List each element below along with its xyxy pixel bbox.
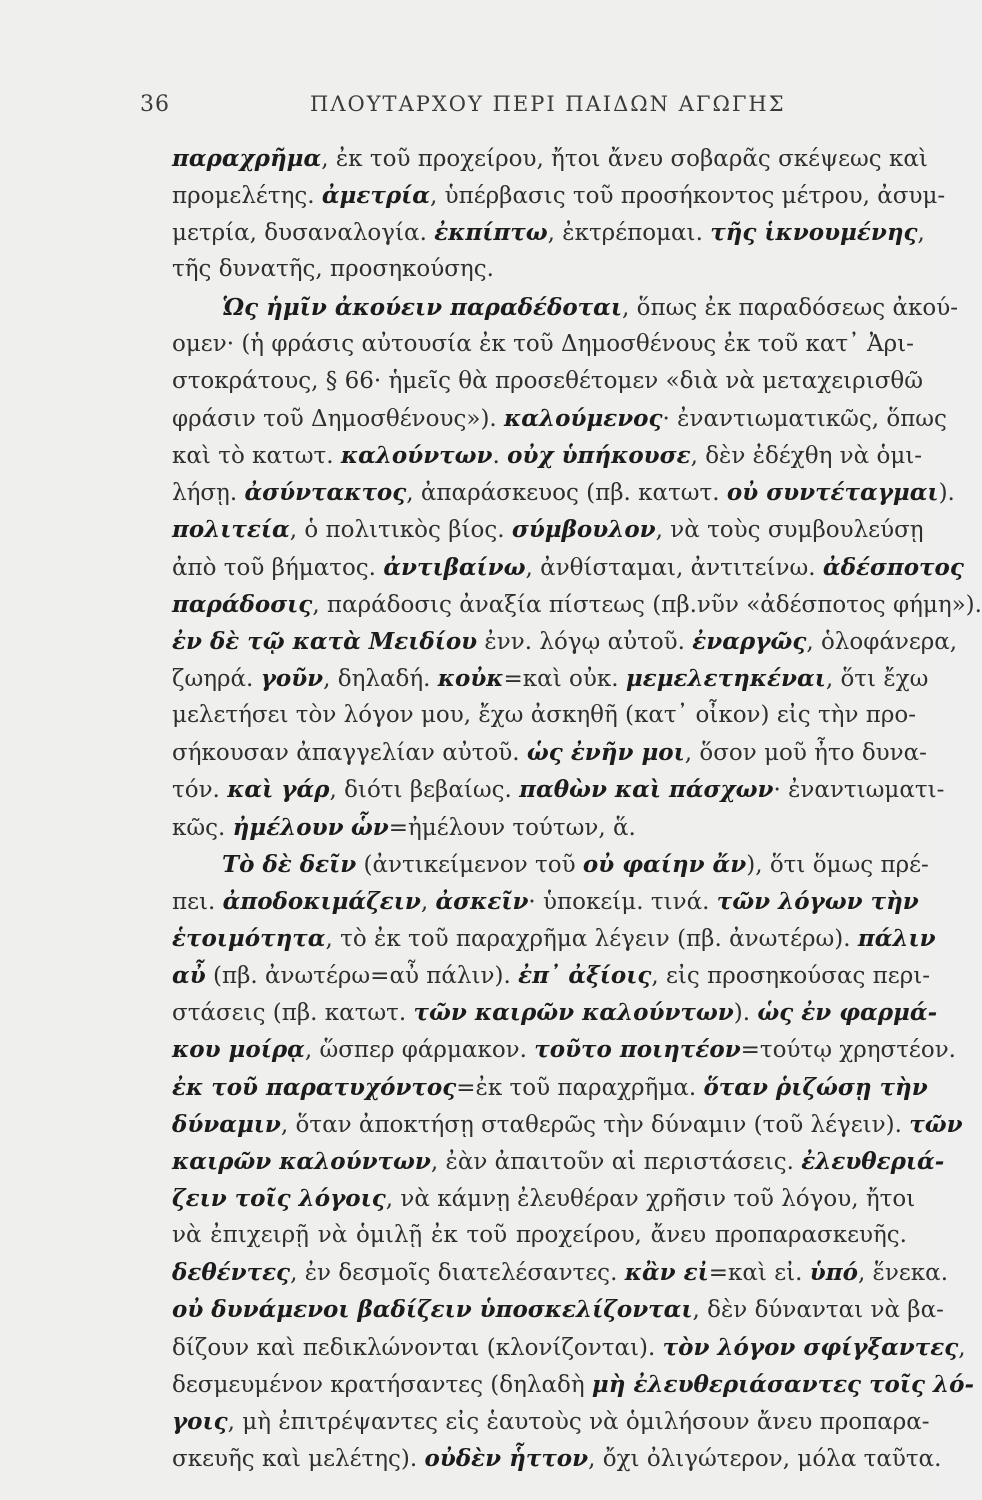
lemma: καλούντων [340,442,493,470]
gloss-text: (πβ. ἀνωτέρω=αὖ πάλιν). [205,963,519,990]
lemma: καιρῶν καλούντων [172,1147,431,1175]
gloss-text: =ἠμέλουν τούτων, ἅ. [388,814,636,841]
lemma: αὖ [172,962,206,990]
lemma: μὴ ἐλευθεριάσαντες τοῖς λό- [591,1370,975,1398]
text-line [172,400,947,437]
text-line [172,1106,963,1143]
gloss-text: ). [938,480,955,507]
gloss-text: ομεν· (ἡ φράσις αὐτουσία ἐκ τοῦ Δημοσθένους ἐκ τοῦ κατ᾽ Ἀρι- [172,330,914,357]
gloss-text [344,815,351,841]
lemma: ἐναργῶς [692,627,807,655]
gloss-text: , μὴ ἐπιτρέψαντες εἰς ἑαυτοὺς νὰ ὁμιλήσουν ἄνευ προπαρα- [227,1408,930,1435]
text-line [172,586,982,623]
gloss-text: προμελέτης. [172,183,322,210]
gloss-text: , ἀνθίσταμαι, ἀντιτείνω. [525,554,823,581]
text-line [172,140,928,177]
lemma: οὐχ ὑπήκουσε [507,442,691,470]
gloss-text: δεσμευμένον κρατήσαντες (δηλαδὴ [172,1371,592,1398]
text-line [172,660,929,697]
gloss-text: στάσεις (πβ. κατωτ. [172,1000,414,1027]
text-line [172,1254,949,1291]
text-line [172,697,916,734]
gloss-text: τόν. [172,777,228,804]
running-title: ΠΛΟΥΤΑΡΧΟΥ ΠΕΡΙ ΠΑΙΔΩΝ ΑΓΩΓΗΣ [310,92,786,116]
lemma: ἑτοιμότητα [172,924,326,952]
text-line [172,1403,930,1440]
gloss-text: στοκράτους, § 66· ἡμεῖς θὰ προσεθέτομεν «διὰ νὰ μεταχειρισθῶ [172,367,924,394]
text-line [172,251,907,288]
text-line [172,214,925,251]
gloss-text: · ἐναντιωματικῶς, ὅπως [662,405,947,432]
lemma: ἐν δὲ τῷ κατὰ Μειδίου [172,627,478,655]
text-line [172,1329,966,1366]
lemma: τῶν [909,1110,963,1138]
gloss-text: , ἀπαράσκευος (πβ. κατωτ. [406,480,727,507]
gloss-text: ), ὅτι ὅμως πρέ- [746,851,929,878]
text-line [172,1366,975,1403]
gloss-text: , ἐκ τοῦ προχείρου, ἤτοι ἄνευ σοβαρᾶς σκέψεως καὶ [321,146,928,172]
text-line [172,363,924,400]
page-number: 36 [140,92,170,117]
text-line [172,474,955,511]
gloss-text: , ὅτι ἔχω [825,665,929,692]
gloss-text: =καὶ οὐκ. [503,665,626,692]
lemma: ὑπό [809,1259,858,1287]
gloss-text: , ἐκτρέπομαι. [547,220,711,247]
gloss-text: κῶς. [172,814,233,841]
lemma: Τὸ δὲ δεῖν [222,850,357,878]
gloss-text: , ὑπέρβασις τοῦ προσήκοντος μέτρου, ἀσυμ- [429,183,946,210]
gloss-text: , παράδοσις ἀναξία πίστεως (πβ.νῦν «ἀδέσποτος φήμη»). [312,591,982,618]
lemma: πάλιν [857,924,936,952]
text-line [172,549,964,586]
text-line [172,994,938,1031]
lemma: κου μοίρᾳ [172,1036,305,1064]
lemma: τῶν καιρῶν καλούντων [413,999,734,1027]
lemma: ἐλευθεριά- [801,1147,945,1175]
lemma: κἂν εἰ [624,1259,709,1287]
gloss-text: ἐνν. λόγῳ αὐτοῦ. [477,628,693,655]
text-line [172,1180,916,1217]
gloss-text: , [917,220,925,247]
gloss-text: , ἕνεκα. [857,1260,949,1287]
text-line [172,623,958,660]
text-line [172,920,936,957]
gloss-text: ζωηρά. [172,665,261,692]
gloss-text: καὶ τὸ κατωτ. [172,443,341,470]
text-line [172,289,959,326]
text-line [172,957,931,994]
lemma: τοῦτο ποιητέον [534,1036,741,1064]
lemma: γοῦν [260,664,324,692]
gloss-text: , [420,888,436,915]
gloss-text: · ὑποκείμ. τινά. [528,888,717,915]
gloss-text: φράσιν τοῦ Δημοσθένους»). [172,405,505,432]
gloss-text: , ὁ πολιτικὸς βίος. [289,517,512,544]
lemma: ἀδέσποτος [822,553,964,581]
lemma: παράδοσις [172,590,313,618]
lemma: κοὐκ [437,664,504,692]
lemma: παραχρῆμα [172,145,322,172]
text-line [172,846,929,883]
lemma: δύναμιν [172,1110,281,1138]
lemma: σύμβουλον [511,516,656,544]
lemma: πολιτεία [172,516,290,544]
text-line [172,809,907,846]
text-line [172,1440,942,1477]
gloss-text: , νὰ τοὺς συμβουλεύσῃ [655,517,924,544]
gloss-text: μετρία, δυσαναλογία. [172,220,435,247]
lemma: ἀμετρία [321,182,430,210]
text-line [172,177,946,214]
lemma: ἐκ τοῦ παρατυχόντος [172,1073,457,1101]
lemma: ὡς ἐν φαρμά- [757,999,938,1027]
gloss-text: μελετήσει τὸν λόγον μου, ἔχω ἀσκηθῆ (κατ᾽ οἶκον) εἰς τὴν προ- [172,702,916,729]
gloss-text: , δὲν δύνανται νὰ βα- [692,1297,944,1324]
gloss-text: , ὥσπερ φάρμακον. [304,1037,535,1064]
gloss-text: =ἐκ τοῦ παραχρῆμα. [456,1074,704,1101]
lemma: ἀντιβαίνω [383,553,526,581]
text-line [172,883,919,920]
gloss-text: , δὲν ἐδέχθη νὰ ὁμι- [690,443,923,470]
gloss-text: , ἐν δεσμοῖς διατελέσαντες. [290,1260,625,1287]
gloss-text: , ὅπως ἐκ παραδόσεως ἀκού- [621,294,959,321]
text-line [172,771,945,808]
text-line [172,1031,956,1068]
gloss-text: , ἐὰν ἀπαιτοῦν αἱ περιστάσεις. [430,1148,802,1175]
lemma: ἀσκεῖν [435,887,529,915]
text-line [172,734,927,771]
gloss-text: , ὅταν ἀποκτήσῃ σταθερῶς τὴν δύναμιν (τοῦ λέγειν). [280,1111,910,1138]
gloss-text: , ὄχι ὀλιγώτερον, μόλα ταῦτα. [588,1445,942,1472]
lemma: τῆς ἱκνουμένης [710,219,918,247]
gloss-text: , [958,1334,966,1361]
lemma: ὅταν ῥιζώσῃ τὴν [703,1073,928,1101]
lemma: Ὡς ἡμῖν ἀκούειν παραδέδοται [222,293,622,321]
gloss-text: , ὅσον μοῦ ἦτο δυνα- [684,740,927,767]
gloss-text: ). [733,1000,758,1027]
gloss-text: , ὁλοφάνερα, [806,628,958,655]
gloss-text: δίζουν καὶ πεδικλώνονται (κλονίζονται). [172,1334,663,1361]
gloss-text: , τὸ ἐκ τοῦ παραχρῆμα λέγειν (πβ. ἀνωτέρω). [325,925,858,952]
gloss-text: =τούτῳ χρηστέον. [740,1037,956,1064]
lemma: καλούμενος [504,404,663,432]
lemma: ζειν τοῖς λόγοις [172,1184,386,1212]
text-line [172,1291,944,1328]
lemma: ἐκπίπτω [434,219,548,247]
lemma: οὐ δυνάμενοι βαδίζειν ὑποσκελίζονται [172,1296,693,1324]
text-line [172,1217,907,1254]
lemma: δεθέντες [172,1259,291,1287]
running-header [140,92,900,126]
lemma: ὡς ἐνῆν μοι [526,739,685,767]
lemma: παθὼν καὶ πάσχων [519,776,774,804]
text-line [172,511,924,548]
lemma: τὸν λόγον σφίγξαντες [662,1333,959,1361]
lemma: οὐ συντέταγμαι [726,479,939,507]
gloss-text: · ἐναντιωματι- [773,777,945,804]
lemma: μεμελετηκέναι [625,664,826,692]
gloss-text: σκευῆς καὶ μελέτης). [172,1445,425,1472]
text-line [172,1069,928,1106]
gloss-text: σήκουσαν ἀπαγγελίαν αὐτοῦ. [172,740,527,767]
gloss-text: λήσῃ. [172,480,245,507]
gloss-text: νὰ ἐπιχειρῇ νὰ ὁμιλῇ ἐκ τοῦ προχείρου, ἄνευ προπαρασκευῆς. [172,1222,907,1249]
gloss-text: (ἀντικείμενον τοῦ [356,851,583,878]
gloss-text: τῆς δυνατῆς, προσηκούσης. [172,256,494,283]
gloss-text: . [492,443,508,470]
lemma: ἠμέλουν [232,813,344,841]
lemma: τῶν λόγων τὴν [716,887,919,915]
lemma: οὐδὲν ἧττον [424,1444,589,1472]
lemma: ἀποδοκιμάζειν [222,887,421,915]
gloss-text: , διότι βεβαίως. [329,777,520,804]
lemma: ἐπ᾽ ἀξίοις [518,962,652,990]
gloss-text: ἀπὸ τοῦ βήματος. [172,554,384,581]
gloss-text: πει. [172,888,223,915]
text-line [172,326,914,363]
text-line [172,437,923,474]
text-line [172,1143,945,1180]
commentary-text [172,140,982,1477]
lemma: ἀσύντακτος [244,479,407,507]
lemma: οὐ φαίην ἄν [582,850,747,878]
lemma: καὶ γάρ [227,776,330,804]
gloss-text: , νὰ κάμνῃ ἐλευθέραν χρῆσιν τοῦ λόγου, ἤτοι [385,1185,916,1212]
lemma: γοις [172,1407,228,1435]
gloss-text: =καὶ εἰ. [708,1260,810,1287]
gloss-text: , δηλαδή. [323,665,438,692]
gloss-text: , εἰς προσηκούσας περι- [651,963,931,990]
lemma: ὧν [350,813,389,841]
